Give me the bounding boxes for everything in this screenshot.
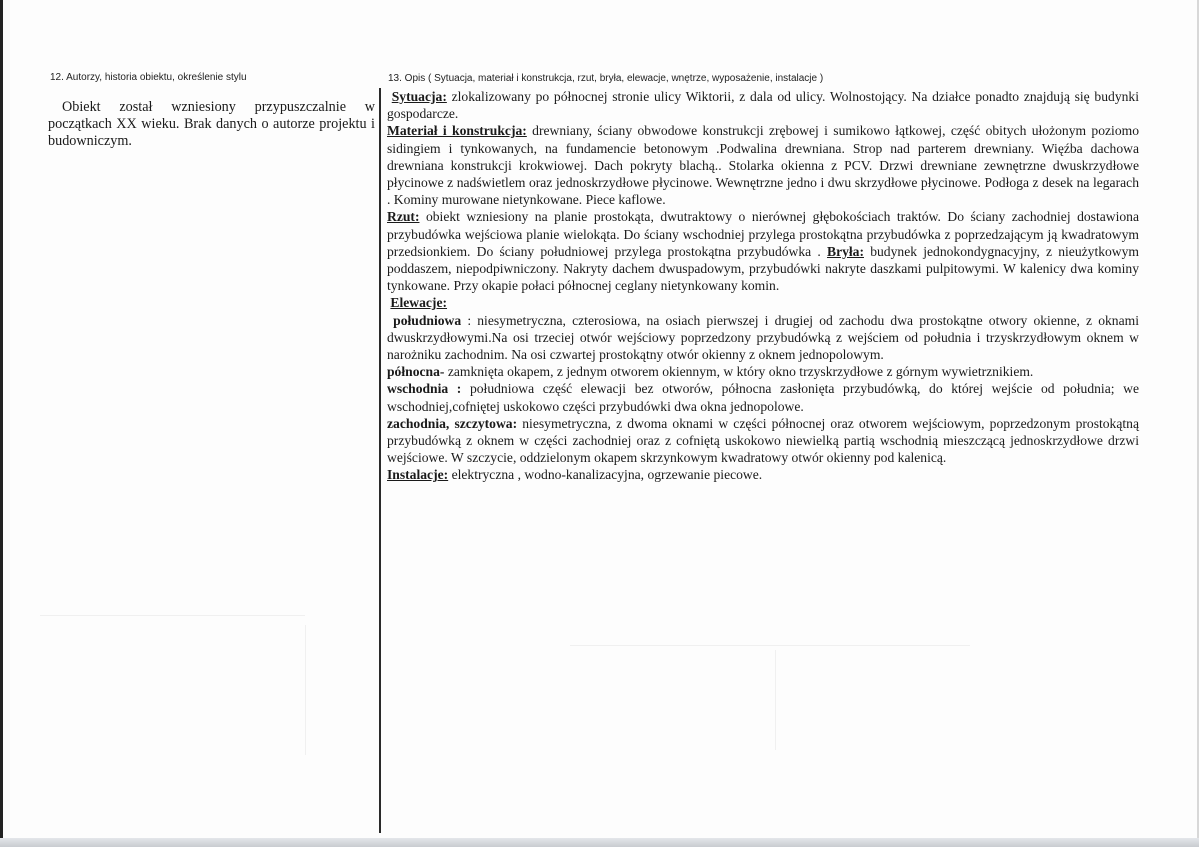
label-bryla: Bryła:	[827, 243, 864, 259]
show-through-line	[775, 650, 776, 750]
elevation-item	[387, 415, 1139, 467]
label-instalacje: Instalacje:	[387, 467, 449, 483]
section-12-heading: 12. Autorzy, historia obiektu, określenie stylu	[50, 72, 247, 83]
text-instalacje: elektryczna , wodno-kanalizacyjna, ogrzewanie piecowe.	[448, 467, 763, 483]
show-through-line	[305, 625, 306, 755]
text-material: drewniany, ściany obwodowe konstrukcji zrębowej i sumikowo łątkowej, część obitych ułożonym poziomo sidingiem i tynkowanych, na fundamencie betonowym .Podwalina drewniana. Strop nad parterem drewniany. Więźba dachowa drewniana konstrukcji krokwiowej. Dach pokryty blachą.. Stolarka okienna z PCV. Drzwi drewniane zewnętrzne dwuskrzydłowe płycinowe z nadświetlem oraz jednoskrzydłowe płycinowe. Wewnętrzne jedno i dwu skrzydłowe płycinowe. Podłoga z desek na legarach . Kominy murowane nietynkowane. Piece kaflowe.	[387, 123, 1139, 208]
elevation-text: południowa część elewacji bez otworów, północna zasłonięta przybudówką, do której wejście od południa; we wschodniej,cofniętej uskokowo części przybudówki dwa okna jednopolowe.	[387, 381, 1139, 414]
scan-edge	[0, 0, 3, 847]
elevation-item	[387, 380, 1139, 414]
label-rzut: Rzut:	[387, 209, 420, 225]
column-divider	[379, 88, 381, 833]
section-12-body	[48, 99, 375, 150]
elevation-name: wschodnia :	[387, 381, 462, 397]
elevation-name: północna-	[387, 364, 445, 380]
show-through-line	[40, 615, 305, 616]
elevation-name: południowa	[393, 312, 462, 328]
authors-history-text: Obiekt został wzniesiony przypuszczalnie w początkach XX wieku. Brak danych o autorze projektu i budowniczym.	[48, 99, 375, 149]
paragraph-material	[387, 122, 1139, 208]
paragraph-rzut	[387, 208, 1139, 294]
text-bryla: budynek jednokondygnacyjny, z nieużytkowym poddaszem, niepodpiwniczony. Nakryty dachem dwuspadowym, przybudówki nakryte daszkami pulpitowymi. W kalenicy dwa kominy tynkowane. Przy okapie połaci północnej ceglany nietynkowany komin.	[387, 243, 1139, 294]
elevation-item	[387, 312, 1139, 364]
elevation-text: zamknięta okapem, z jednym otworem okiennym, w który okno trzyskrzydłowe z górnym wywietrznikiem.	[444, 364, 1034, 380]
label-elewacje: Elewacje:	[390, 295, 448, 311]
section-13-heading: 13. Opis ( Sytuacja, materiał i konstrukcja, rzut, bryła, elewacje, wnętrze, wyposażenie, instalacje )	[388, 73, 824, 84]
text-sytuacja: zlokalizowany po północnej stronie ulicy Wiktorii, z dala od ulicy. Wolnostojący. Na działce ponadto znajdują się budynki gospodarcze.	[387, 89, 1139, 122]
paragraph-elewacje-label	[387, 294, 1139, 311]
elevation-text: : niesymetryczna, czterosiowa, na osiach pierwszej i drugiej od zachodu dwa prostokątne otwory okienne, z oknami dwuskrzydłowymi.Na osi trzeciej otwór wejściowy poprzedzony przybudówką z wejściem od południa i trzyskrzydłowym oknem w narożniku zachodnim. Na osi czwartej prostokątny otwór okienny z oknem jednopolowym.	[387, 312, 1139, 363]
show-through-line	[570, 645, 970, 646]
text-rzut: obiekt wzniesiony na planie prostokąta, dwutraktowy o nierównej głębokościach traktów. Do ściany zachodniej dostawiona przybudówka wejściowa planie wielokąta. Do ściany wschodniej przylega prostokątna przybudówka z poprzedzającym ją kwadratowym przedsionkiem. Do ściany południowej przylega prostokątna przybudówka .	[387, 209, 1139, 259]
elevation-name: zachodnia, szczytowa:	[387, 415, 518, 431]
elevation-item	[387, 363, 1139, 380]
elevation-text: niesymetryczna, z dwoma oknami w części północnej oraz otworem wejściowym, poprzedzonym prostokątną przybudówką z oknem w części zachodniej oraz z cofniętą uskokowo niewielką partią wschodnią mieszczącą jednoskrzydłowe drzwi wejściowe. W szczycie, oddzielonym okapem skrzynkowym kwadratowy otwór okienny pod kalenicą.	[387, 415, 1139, 466]
paragraph-instalacje	[387, 466, 1139, 483]
scan-edge	[0, 838, 1199, 847]
paragraph-sytuacja	[387, 88, 1139, 122]
label-sytuacja: Sytuacja:	[391, 89, 447, 104]
section-13-body	[387, 88, 1139, 484]
label-material: Materiał i konstrukcja:	[387, 123, 527, 139]
